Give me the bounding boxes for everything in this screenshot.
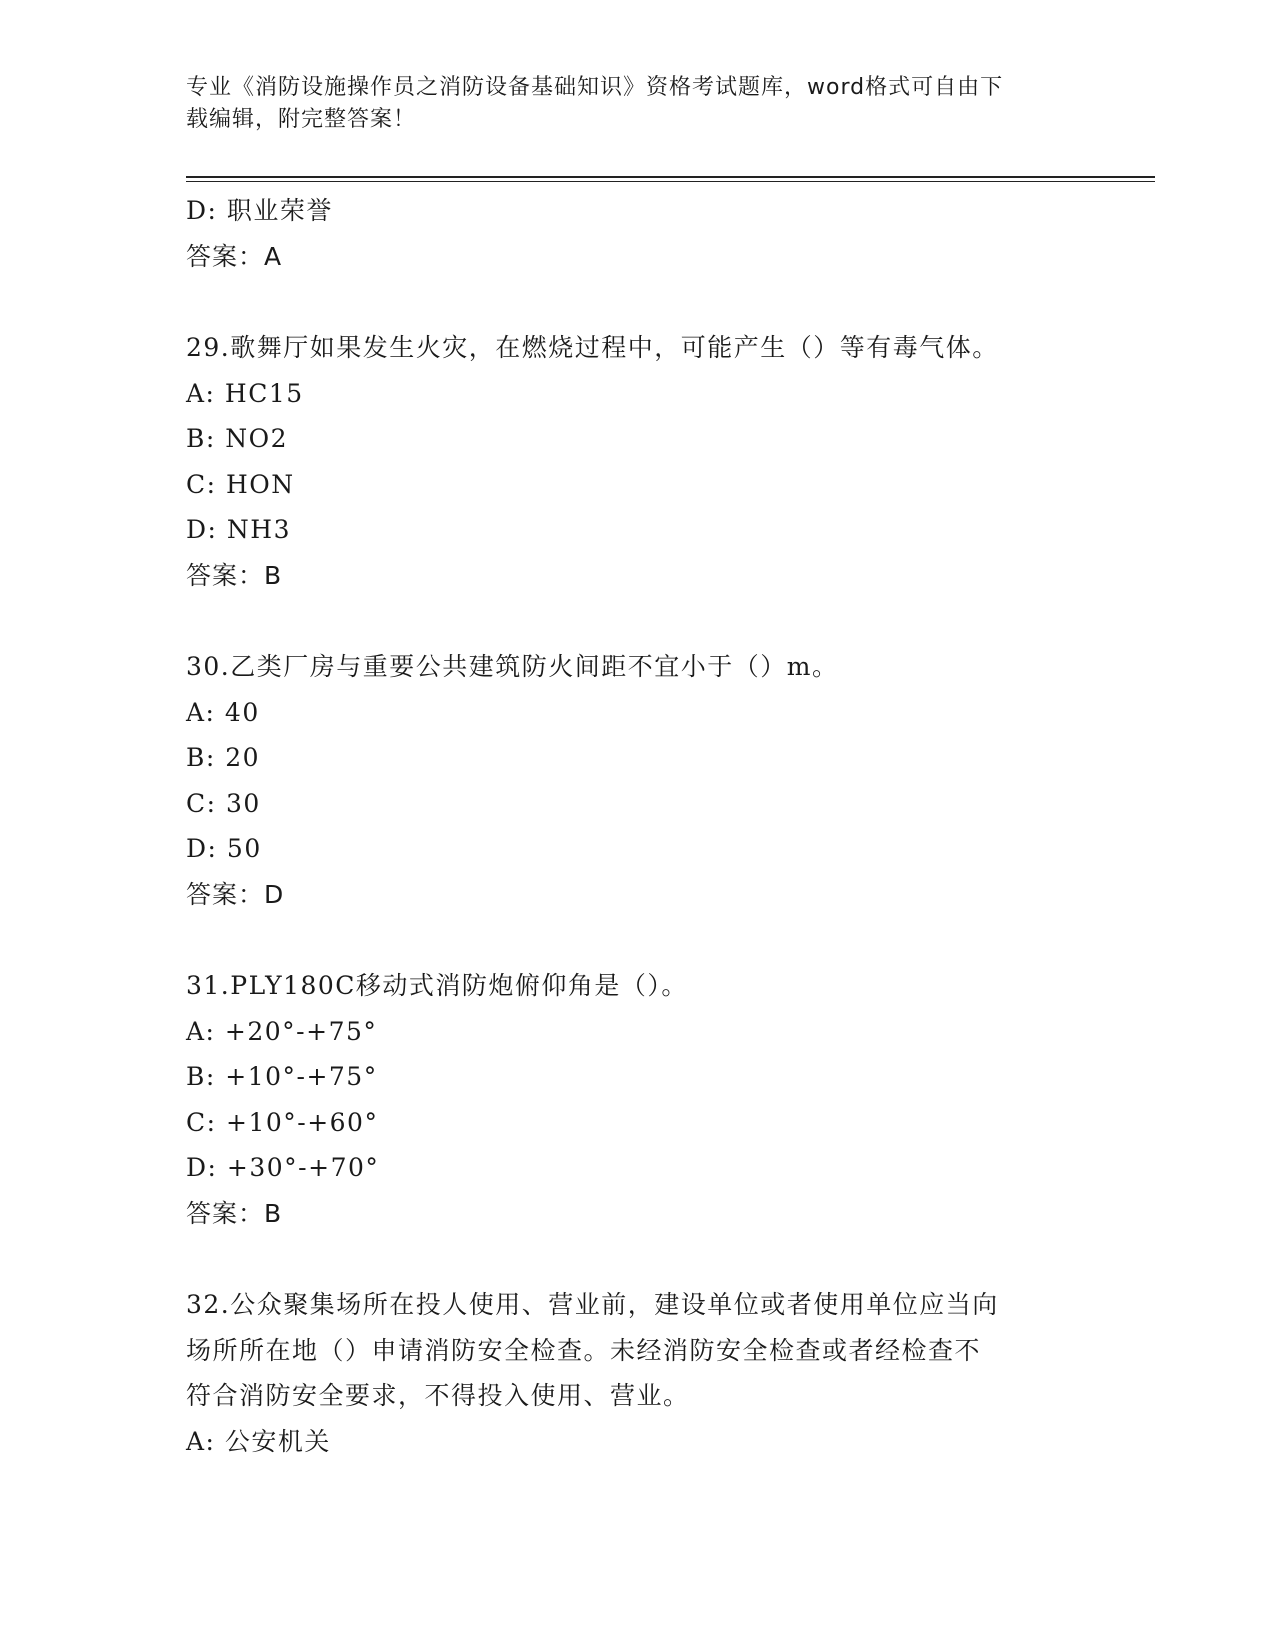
question-stem-line-1: 32.公众聚集场所在投人使用、营业前，建设单位或者使用单位应当向 bbox=[186, 1290, 999, 1319]
option-a: A: +20°-+75° bbox=[186, 1016, 378, 1046]
option-c: C: 30 bbox=[186, 788, 261, 818]
option-a: A: HC15 bbox=[186, 378, 304, 408]
question-32 bbox=[186, 1282, 1086, 1464]
prev-question-option-d: D: 职业荣誉 bbox=[186, 196, 333, 225]
answer: 答案：D bbox=[186, 879, 285, 909]
question-stem: 31.PLY180C移动式消防炮俯仰角是（）。 bbox=[186, 971, 688, 1000]
question-stem-line-2: 场所所在地（）申请消防安全检查。未经消防安全检查或者经检查不 bbox=[186, 1335, 982, 1365]
header-line-1: 专业《消防设施操作员之消防设备基础知识》资格考试题库，word格式可自由下 bbox=[186, 75, 1004, 100]
option-a: A: 公安机关 bbox=[186, 1426, 331, 1456]
option-b: B: +10°-+75° bbox=[186, 1062, 378, 1091]
option-d: D: NH3 bbox=[186, 515, 291, 544]
spacer bbox=[186, 917, 1086, 963]
document-header bbox=[186, 72, 1066, 136]
option-b: B: NO2 bbox=[186, 424, 289, 453]
question-30 bbox=[186, 644, 1086, 917]
header-divider-thin bbox=[186, 181, 1155, 182]
spacer bbox=[186, 1236, 1086, 1282]
spacer bbox=[186, 279, 1086, 325]
question-stem: 30.乙类厂房与重要公共建筑防火间距不宜小于（）m。 bbox=[186, 652, 839, 681]
header-divider-thick bbox=[186, 176, 1155, 178]
header-line-2: 载编辑，附完整答案！ bbox=[186, 107, 417, 132]
answer: 答案：B bbox=[186, 560, 283, 590]
question-stem-line-3: 符合消防安全要求，不得投入使用、营业。 bbox=[186, 1381, 690, 1410]
answer: 答案：B bbox=[186, 1198, 283, 1228]
option-d: D: 50 bbox=[186, 834, 262, 863]
spacer bbox=[186, 598, 1086, 644]
option-c: C: +10°-+60° bbox=[186, 1107, 379, 1137]
option-c: C: HON bbox=[186, 469, 295, 499]
option-d: D: +30°-+70° bbox=[186, 1153, 380, 1182]
question-31 bbox=[186, 963, 1086, 1236]
question-29 bbox=[186, 325, 1086, 598]
question-stem: 29.歌舞厅如果发生火灾，在燃烧过程中，可能产生（）等有毒气体。 bbox=[186, 333, 999, 362]
prev-question-answer: 答案：A bbox=[186, 241, 283, 271]
question-list bbox=[186, 188, 1086, 1464]
option-a: A: 40 bbox=[186, 697, 260, 727]
option-b: B: 20 bbox=[186, 743, 261, 772]
